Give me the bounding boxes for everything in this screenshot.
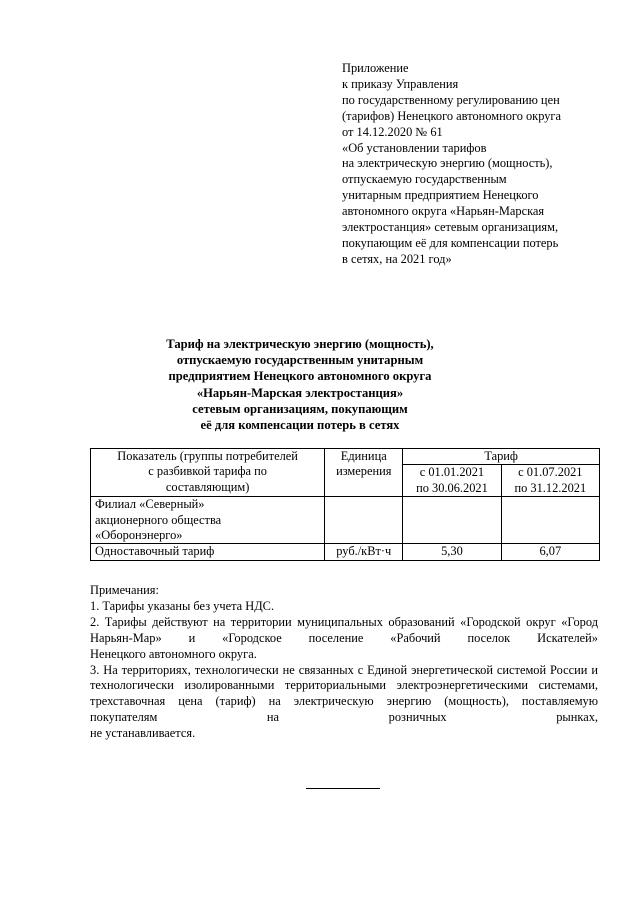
title-line: предприятием Ненецкого автономного округа	[168, 369, 432, 384]
document-title	[100, 336, 500, 433]
tariff-table	[90, 448, 600, 561]
row-value-1	[403, 497, 501, 544]
appendix-line: покупающим её для компенсации потерь	[342, 235, 559, 250]
row-indicator: Филиал «Северный» акционерного общества «Оборонэнерго»	[91, 497, 325, 544]
title-line: «Нарьян-Марская электростанция»	[196, 385, 404, 400]
header-period-2: с 01.07.2021 по 31.12.2021	[501, 465, 599, 497]
note-3-end: не устанавливается.	[90, 726, 196, 741]
notes-heading: Примечания:	[90, 583, 159, 597]
appendix-line: от 14.12.2020 № 61	[342, 124, 443, 139]
header-period-1: с 01.01.2021 по 30.06.2021	[403, 465, 501, 497]
row-indicator: Одноставочный тариф	[91, 544, 325, 560]
header-unit: Единица измерения	[325, 449, 403, 497]
appendix-line: «Об установлении тарифов	[342, 140, 487, 155]
table-row	[91, 497, 600, 544]
note-1: 1. Тарифы указаны без учета НДС.	[90, 598, 275, 613]
title-line: отпускаемую государственным унитарным	[176, 353, 424, 368]
note-3: 3. На территориях, технологически не связанных с Единой энергетической системой России и технологически изолированными территориальными электроэнергетическими системами, трехставочная цена (тариф) на электрическую энергию (мощность), поставляемую покупателям на розничных рынках,	[90, 662, 598, 725]
appendix-line: на электрическую энергию (мощность),	[342, 156, 553, 171]
appendix-line: по государственному регулированию цен	[342, 92, 560, 107]
notes-section	[90, 583, 598, 742]
end-divider	[306, 788, 380, 789]
appendix-line: (тарифов) Ненецкого автономного округа	[342, 108, 562, 123]
header-indicator: Показатель (группы потребителей с разбивкой тарифа по составляющим)	[91, 449, 325, 497]
title-line: Тариф на электрическую энергию (мощность),	[166, 337, 434, 351]
appendix-line: в сетях, на 2021 год»	[342, 251, 452, 266]
row-value-2	[501, 497, 599, 544]
row-unit	[325, 497, 403, 544]
note-2: 2. Тарифы действуют на территории муниципальных образований «Городской округ «Город Нарьян-Мар» и «Городское поселение «Рабочий поселок Искателей»	[90, 614, 598, 645]
table-header-row	[91, 449, 600, 465]
appendix-reference	[342, 61, 612, 268]
appendix-line: к приказу Управления	[342, 76, 459, 91]
row-unit: руб./кВт·ч	[325, 544, 403, 560]
appendix-line: Приложение	[342, 61, 409, 75]
title-line: её для компенсации потерь в сетях	[200, 418, 400, 433]
appendix-line: автономного округа «Нарьян-Марская	[342, 204, 545, 219]
appendix-line: отпускаемую государственным	[342, 172, 507, 187]
appendix-line: электростанция» сетевым организациям,	[342, 220, 559, 235]
title-line: сетевым организациям, покупающим	[192, 401, 408, 416]
row-value-2: 6,07	[501, 544, 599, 560]
row-value-1: 5,30	[403, 544, 501, 560]
table-row	[91, 544, 600, 560]
header-tariff: Тариф	[403, 449, 600, 465]
note-2-end: Ненецкого автономного округа.	[90, 646, 257, 661]
appendix-line: унитарным предприятием Ненецкого	[342, 188, 539, 203]
